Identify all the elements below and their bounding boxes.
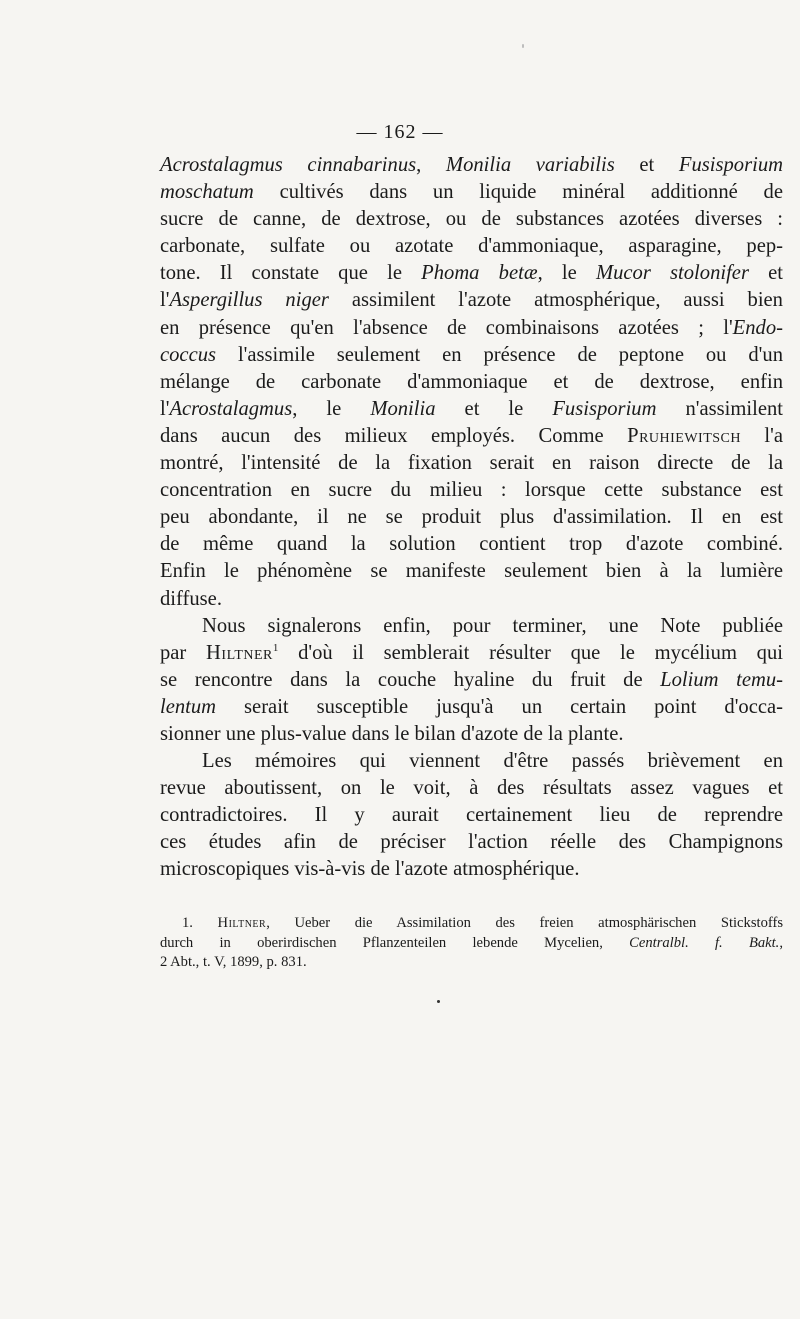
- body-text: [160, 152, 783, 884]
- text-run: , Ueber die Assimilation des freien atmosphärischen Stickstoffs: [266, 915, 783, 931]
- text-run: 2 Abt., t. V, 1899, p. 831.: [160, 954, 307, 970]
- text-run: contradictoires. Il y aurait certainement lieu de reprendre: [160, 804, 783, 827]
- text-run: l'assimile seulement en présence de peptone ou d'un: [216, 343, 783, 366]
- text-run: et: [614, 154, 679, 176]
- italic-term: coccus: [160, 343, 217, 366]
- text-line: [160, 260, 783, 287]
- text-run: l': [160, 397, 170, 420]
- text-run: durch in oberirdischen Pflanzenteilen lebende Mycelien,: [160, 934, 630, 951]
- footnote: [160, 914, 783, 973]
- italic-term: Phoma betæ: [421, 262, 538, 285]
- text-run: serait susceptible jusqu'à un certain point d'occa-: [216, 695, 783, 718]
- text-line: [160, 369, 783, 396]
- text-line: [160, 856, 783, 883]
- italic-term: Aspergillus niger: [169, 289, 329, 312]
- text-run: mélange de carbonate d'ammoniaque et de dextrose, enfin: [160, 370, 783, 393]
- italic-term: Acrostalagmus cinnabarinus: [160, 154, 417, 176]
- paper-dot: [437, 1000, 440, 1003]
- text-line: [160, 179, 783, 206]
- text-run: Nous signalerons enfin, pour terminer, une Note publiée: [202, 614, 783, 637]
- text-run: ,: [416, 154, 446, 176]
- text-run: sucre de canne, de dextrose, ou de substances azotées diverses :: [160, 208, 783, 231]
- text-run: l': [160, 289, 170, 312]
- text-line: [160, 802, 783, 829]
- text-run: Les mémoires qui viennent d'être passés brièvement en: [202, 750, 783, 773]
- text-run: n'assimilent: [656, 397, 784, 420]
- text-run: et: [748, 262, 784, 285]
- text-line: [160, 233, 783, 260]
- text-run: carbonate, sulfate ou azotate d'ammoniaque, asparagine, pep-: [160, 235, 783, 258]
- text-run: cultivés dans un liquide minéral additionné de: [253, 181, 783, 204]
- text-line: [160, 721, 783, 748]
- italic-term: Mucor stolonifer: [595, 262, 749, 285]
- text-run: montré, l'intensité de la fixation serait en raison directe de la: [160, 452, 783, 475]
- text-line: [160, 287, 783, 314]
- text-run: peu abondante, il ne se produit plus d'assimilation. Il en est: [160, 506, 783, 529]
- text-run: l'a: [741, 424, 783, 447]
- text-run: , le: [292, 397, 371, 420]
- author-name: Hiltner: [206, 641, 273, 664]
- text-run: par: [160, 641, 207, 664]
- text-run: microscopiques vis-à-vis de l'azote atmosphérique.: [160, 858, 580, 881]
- text-line: [160, 342, 783, 369]
- paper-speck: [522, 44, 524, 48]
- text-line: [160, 829, 783, 856]
- text-line: [160, 694, 783, 721]
- text-run: concentration en sucre du milieu : lorsque cette substance est: [160, 479, 783, 502]
- text-run: sionner une plus-value dans le bilan d'azote de la plante.: [160, 722, 624, 745]
- text-line: [160, 934, 783, 954]
- italic-term: Centralbl. f. Bakt.: [629, 934, 780, 951]
- text-run: ces études afin de préciser l'action réelle des Champignons: [160, 831, 783, 854]
- text-line: [160, 206, 783, 233]
- text-line: [160, 613, 783, 640]
- author-name: Pruhiewitsch: [627, 424, 741, 447]
- text-line: [160, 396, 783, 423]
- page-number: — 162 —: [356, 121, 444, 143]
- text-run: diffuse.: [160, 587, 222, 610]
- text-line: [160, 315, 783, 342]
- italic-term: moschatum: [160, 181, 254, 204]
- text-line: [160, 152, 783, 179]
- text-run: Enfin le phénomène se manifeste seulement bien à la lumière: [160, 560, 783, 583]
- text-run: , le: [537, 262, 596, 285]
- text-run: d'où il semblerait résulter que le mycélium qui: [278, 641, 783, 664]
- italic-term: lentum: [160, 695, 217, 718]
- footnote-ref: 1: [272, 641, 279, 654]
- italic-term: Monilia: [370, 397, 436, 420]
- text-run: dans aucun des milieux employés. Comme: [160, 424, 628, 447]
- text-line: [160, 504, 783, 531]
- author-name: Hiltner: [217, 915, 267, 931]
- text-run: assimilent l'azote atmosphérique, aussi bien: [328, 289, 783, 312]
- italic-term: Acrostalagmus: [169, 397, 293, 420]
- text-run: se rencontre dans la couche hyaline du fruit de: [160, 668, 661, 691]
- text-line: [160, 450, 783, 477]
- italic-term: Monilia variabilis: [445, 154, 615, 176]
- text-line: [160, 775, 783, 802]
- text-line: [160, 640, 783, 667]
- text-line: [160, 423, 783, 450]
- italic-term: Fusisporium: [552, 397, 657, 420]
- text-run: de même quand la solution contient trop d'azote combiné.: [160, 533, 783, 556]
- text-line: [160, 586, 783, 613]
- text-run: 1.: [182, 915, 218, 931]
- italic-term: Fusisporium: [678, 154, 783, 176]
- text-line: [160, 953, 783, 973]
- text-line: [160, 914, 783, 934]
- text-line: [160, 748, 783, 775]
- text-line: [160, 477, 783, 504]
- text-run: en présence qu'en l'absence de combinaisons azotées ; l': [160, 316, 733, 339]
- text-line: [160, 531, 783, 558]
- text-run: tone. Il constate que le: [160, 262, 422, 285]
- text-line: [160, 558, 783, 585]
- italic-term: Lolium temu-: [660, 668, 784, 691]
- text-line: [160, 667, 783, 694]
- italic-term: Endo-: [732, 316, 783, 339]
- text-run: et le: [435, 397, 553, 420]
- text-run: revue aboutissent, on le voit, à des résultats assez vagues et: [160, 777, 783, 800]
- text-run: ,: [779, 934, 783, 951]
